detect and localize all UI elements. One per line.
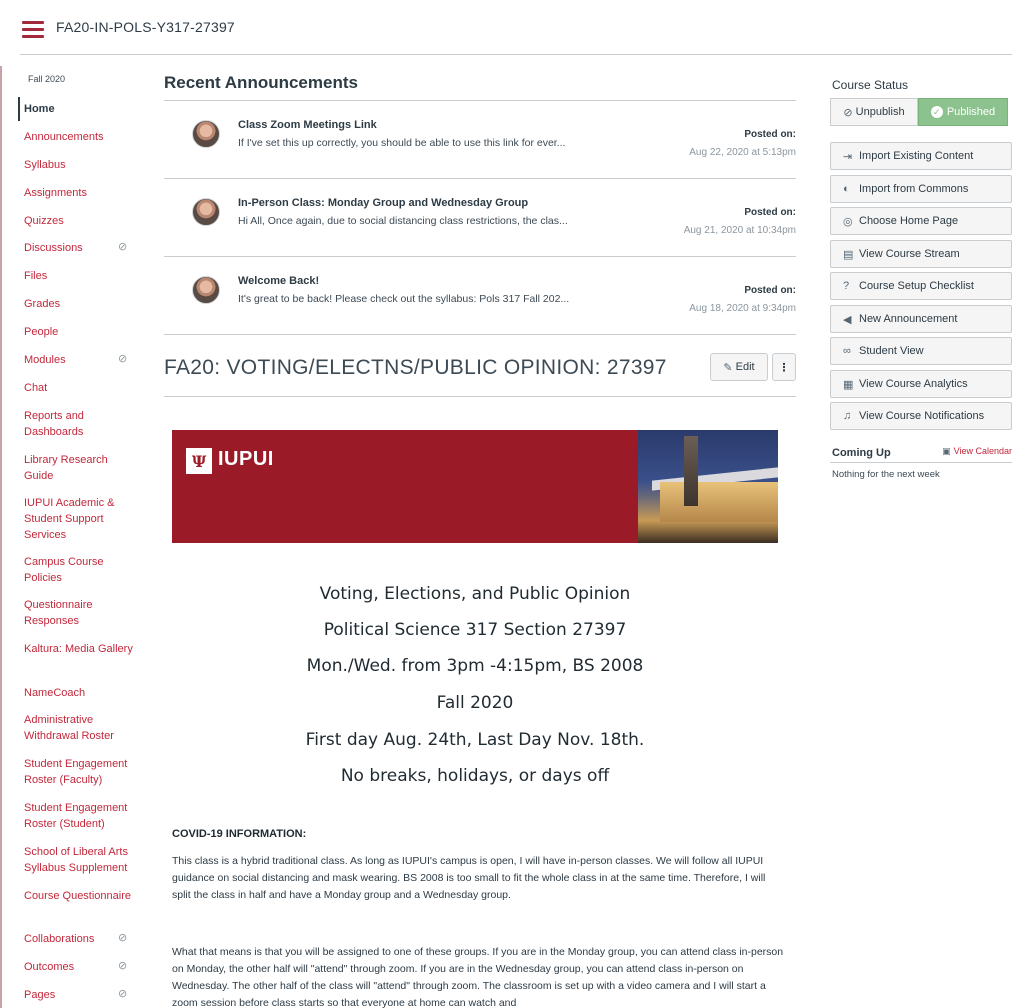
nav-home[interactable]: Home xyxy=(24,103,55,115)
edit-button[interactable] xyxy=(710,353,768,381)
course-line: Voting, Elections, and Public Opinion xyxy=(319,584,631,604)
published-button[interactable] xyxy=(918,98,1008,126)
nav-grades[interactable]: Grades xyxy=(24,298,61,310)
nav-campus-course-policies[interactable]: Campus Course Policies xyxy=(24,556,104,584)
announcement-snippet: It's great to be back! Please check out the syllabus: Pols 317 Fall 202... xyxy=(238,293,570,305)
pencil-icon: ✎ xyxy=(723,361,733,374)
nav-syllabus[interactable]: Syllabus xyxy=(24,159,66,171)
megaphone-icon: ◀ xyxy=(843,313,852,326)
course-line: No breaks, holidays, or days off xyxy=(340,766,610,786)
announcement-item[interactable] xyxy=(164,258,796,336)
view-course-stream-button[interactable]: ▤ View Course Stream xyxy=(830,240,1012,268)
nav-pages[interactable]: Pages xyxy=(24,989,56,1001)
announcement-snippet: If I've set this up correctly, you should be able to use this link for ever... xyxy=(238,137,566,149)
import-existing-content-button[interactable]: ⇥ Import Existing Content xyxy=(830,142,1012,170)
announcement-title[interactable]: Welcome Back! xyxy=(238,275,320,287)
announcement-title[interactable]: Class Zoom Meetings Link xyxy=(238,119,377,131)
nav-collaborations[interactable]: Collaborations xyxy=(24,933,95,945)
target-icon: ◎ xyxy=(843,215,853,228)
glasses-icon: ∞ xyxy=(843,345,851,357)
breadcrumb-course-code[interactable]: FA20-IN-POLS-Y317-27397 xyxy=(56,19,235,35)
campus-building-photo xyxy=(638,430,778,543)
analytics-icon: ▦ xyxy=(843,378,854,391)
nav-discussions[interactable]: Discussions xyxy=(24,242,83,254)
import-icon: ⇥ xyxy=(843,150,853,163)
course-navigation xyxy=(0,56,150,1008)
posted-on-label: Posted on: xyxy=(744,129,796,140)
nav-engagement-roster-faculty[interactable]: Student Engagement Roster (Faculty) xyxy=(24,758,128,786)
choose-home-page-button[interactable]: ◎ Choose Home Page xyxy=(830,207,1012,235)
nav-announcements[interactable]: Announcements xyxy=(24,131,104,143)
coming-up-empty: Nothing for the next week xyxy=(832,469,940,480)
course-line: Fall 2020 xyxy=(436,693,514,713)
posted-date: Aug 21, 2020 at 10:34pm xyxy=(683,225,796,236)
stream-icon: ▤ xyxy=(843,248,854,261)
banner-name: IUPUI xyxy=(218,448,274,470)
coming-up-heading: Coming Up xyxy=(832,447,891,459)
bell-icon: ♫ xyxy=(843,410,852,422)
nav-people[interactable]: People xyxy=(24,326,59,338)
published-label: Published xyxy=(946,106,996,118)
hidden-eye-icon: ⊘ xyxy=(118,960,128,972)
posted-on-label: Posted on: xyxy=(744,207,796,218)
course-setup-checklist-button[interactable]: ? Course Setup Checklist xyxy=(830,272,1012,300)
view-calendar-link[interactable]: ▣ View Calendar xyxy=(942,446,1012,456)
nav-course-questionnaire[interactable]: Course Questionnaire xyxy=(24,890,132,902)
calendar-icon: ▣ xyxy=(942,446,951,456)
course-title: FA20: VOTING/ELECTNS/PUBLIC OPINION: 27397 xyxy=(164,356,667,379)
nav-kaltura-media-gallery[interactable]: Kaltura: Media Gallery xyxy=(24,643,133,655)
announcement-title[interactable]: In-Person Class: Monday Group and Wednesday Group xyxy=(238,197,529,209)
student-view-button[interactable]: ∞ Student View xyxy=(830,337,1012,365)
term-label: Fall 2020 xyxy=(28,74,66,84)
hidden-eye-icon: ⊘ xyxy=(118,988,128,1000)
iupui-trident-logo: Ψ xyxy=(186,448,212,474)
group-paragraph: What that means is that you will be assigned to one of these groups. If you are in the Monday group, you can attend class in-person on Monday, the other half will "attend" through zoom. If you are in the Wednesday group, you can attend class in-person on Wednesday. The other half of the class will "attend" through zoom. The classroom is set up with a video camera and I will start a zoom session before class starts so that everyone at home can watch and xyxy=(172,946,784,1008)
view-course-analytics-button[interactable]: ▦ View Course Analytics xyxy=(830,370,1012,398)
nav-files[interactable]: Files xyxy=(24,270,48,282)
posted-date: Aug 22, 2020 at 5:13pm xyxy=(689,147,796,158)
posted-on-label: Posted on: xyxy=(744,285,796,296)
course-line: Political Science 317 Section 27397 xyxy=(323,620,627,640)
hidden-eye-icon: ⊘ xyxy=(118,353,128,365)
course-line: Mon./Wed. from 3pm -4:15pm, BS 2008 xyxy=(306,656,644,676)
hidden-eye-icon: ⊘ xyxy=(118,932,128,944)
recent-announcements-heading: Recent Announcements xyxy=(164,73,358,92)
course-status-title: Course Status xyxy=(832,78,909,92)
top-bar xyxy=(0,0,1024,56)
divider xyxy=(164,334,796,335)
announcement-snippet: Hi All, Once again, due to social distancing class restrictions, the clas... xyxy=(238,215,568,227)
nav-admin-withdrawal-roster[interactable]: Administrative Withdrawal Roster xyxy=(24,714,114,742)
commons-icon: ◐ xyxy=(843,183,850,195)
nav-assignments[interactable]: Assignments xyxy=(24,187,87,199)
unpublish-button[interactable] xyxy=(830,98,918,126)
edit-label: Edit xyxy=(735,361,755,373)
header-divider xyxy=(20,54,1012,55)
posted-date: Aug 18, 2020 at 9:34pm xyxy=(689,303,796,314)
avatar xyxy=(192,120,220,148)
question-icon: ? xyxy=(843,280,850,292)
check-circle-icon: ✓ xyxy=(931,106,943,118)
iupui-banner xyxy=(172,430,778,543)
hamburger-menu-icon[interactable] xyxy=(22,21,44,37)
nav-library-research-guide[interactable]: Library Research Guide xyxy=(24,454,108,482)
more-options-button[interactable]: ⋮ xyxy=(772,353,796,381)
announcement-item[interactable] xyxy=(164,180,796,258)
unpublish-icon: ⊘ xyxy=(843,106,853,119)
nav-namecoach[interactable]: NameCoach xyxy=(24,687,86,699)
nav-iupui-student-support[interactable]: IUPUI Academic & Student Support Services xyxy=(24,497,115,541)
avatar xyxy=(192,198,220,226)
active-indicator xyxy=(18,97,20,121)
unpublish-label: Unpublish xyxy=(855,106,905,118)
covid-paragraph: This class is a hybrid traditional class. As long as IUPUI's campus is open, I will have in-person classes. We will follow all IUPUI guidance on social distancing and mask wearing. BS 2008 is too small to fit the whole class in at the same time. Therefore, I will split the class in half and have a Monday group and a Wednesday group. xyxy=(172,855,766,901)
view-course-notifications-button[interactable]: ♫ View Course Notifications xyxy=(830,402,1012,430)
divider xyxy=(164,100,796,101)
import-from-commons-button[interactable]: ◐ Import from Commons xyxy=(830,175,1012,203)
divider xyxy=(164,256,796,257)
nav-modules[interactable]: Modules xyxy=(24,354,66,366)
nav-liberal-arts-supplement[interactable]: School of Liberal Arts Syllabus Supplement xyxy=(24,846,128,874)
announcement-item[interactable] xyxy=(164,102,796,180)
hidden-eye-icon: ⊘ xyxy=(118,241,128,253)
new-announcement-button[interactable]: ◀ New Announcement xyxy=(830,305,1012,333)
avatar xyxy=(192,276,220,304)
nav-reports-dashboards[interactable]: Reports and Dashboards xyxy=(24,410,84,438)
course-line: First day Aug. 24th, Last Day Nov. 18th. xyxy=(305,730,645,750)
divider xyxy=(164,178,796,179)
nav-engagement-roster-student[interactable]: Student Engagement Roster (Student) xyxy=(24,802,128,830)
nav-questionnaire-responses[interactable]: Questionnaire Responses xyxy=(24,599,93,627)
nav-edge-divider xyxy=(0,66,2,1008)
covid-heading: COVID-19 INFORMATION: xyxy=(172,828,307,840)
divider xyxy=(830,462,1012,463)
nav-outcomes[interactable]: Outcomes xyxy=(24,961,75,973)
divider xyxy=(164,396,796,397)
nav-chat[interactable]: Chat xyxy=(24,382,48,394)
nav-quizzes[interactable]: Quizzes xyxy=(24,215,64,227)
